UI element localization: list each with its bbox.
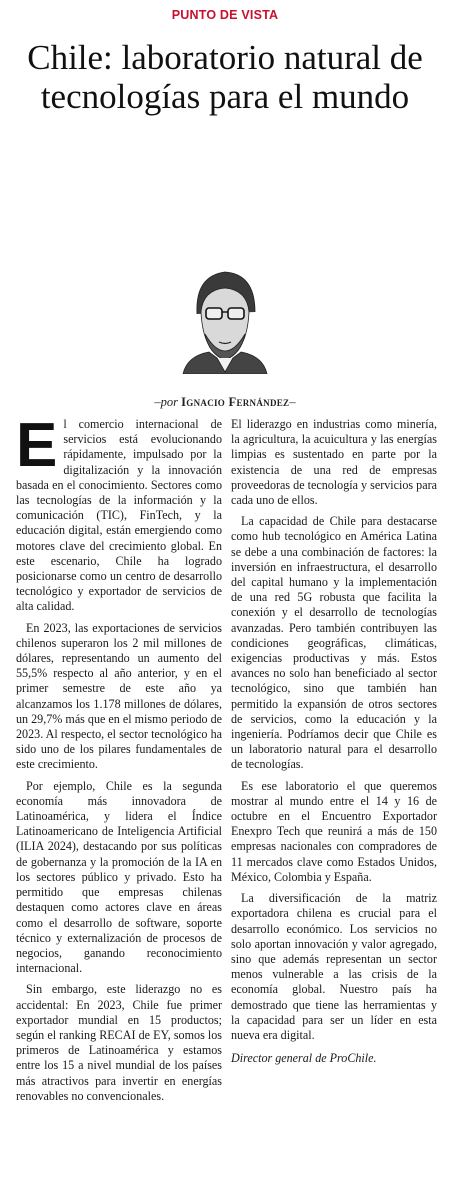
section-label: PUNTO DE VISTA — [171, 8, 279, 22]
byline-author: Ignacio Fernández — [181, 395, 290, 409]
paragraph: La diversificación de la matriz exportadora chilena es crucial para el desarrollo económico. Los servicios no solo aportan innovación y valor agregado, sino que además representan un sector menos vulnerable a las crisis de la economía global. Nuestro país ha demostrado que tiene las herramientas y la capacidad para ser un líder en esta nueva era digital. — [231, 891, 437, 1042]
article-column-left — [16, 417, 222, 1195]
byline-suffix: – — [289, 395, 296, 409]
headline: Chile: laboratorio natural de tecnologías para el mundo — [27, 38, 423, 116]
paragraph: En 2023, las exportaciones de servicios chilenos superaron los 2 mil millones de dólares, representando un aumento del 55,5% respecto al año anterior, y en el primer semestre de este año ya alcanzamos los 1.178 millones de dólares, un 29,7% más que en el mismo periodo de 2023. Al respecto, el sector tecnológico ha sido uno de los pilares fundamentales de este crecimiento. — [16, 620, 222, 772]
drop-cap: E — [16, 417, 58, 480]
byline — [0, 395, 450, 410]
article-column-right — [231, 417, 437, 1187]
paragraph: Es ese laboratorio el que queremos mostrar al mundo entre el 14 y 16 de octubre en el Encuentro Exportador Enexpro Tech que reunirá a más de 150 empresas nacionales con compradores de 11 mercados clave como Estados Unidos, México, Colombia y España. — [231, 778, 437, 884]
paragraph: La capacidad de Chile para destacarse como hub tecnológico en América Latina se debe a una combinación de factores: la inversión en infraestructura, el desarrollo del capital humano y la implementación de una red 5G robusta que facilita la conexión y el desarrollo de tecnologías avanzadas. Pero también contribuyen las condiciones geográficas, climáticas, exigencias productivas y más. Estos avances no solo han beneficiado al sector tecnológico, sino que también han permitido la expansión de otros sectores de servicios, como la educación y la ingeniería. Podríamos decir que Chile es un laboratorio natural para el desarrollo de tecnologías. — [231, 514, 437, 772]
author-signature: Director general de ProChile. — [231, 1051, 377, 1066]
paragraph: Sin embargo, este liderazgo no es accidental: En 2023, Chile fue primer exportador mundial en 15 productos; según el ranking RECAI de EY, somos los primeros de Latinoamérica y estamos entre los 15 a nivel mundial de los países más atractivos para invertir en energías renovables no convencionales. — [16, 982, 222, 1103]
paragraph: El liderazgo en industrias como minería, la agricultura, la acuicultura y las energías limpias es sustentado en parte por la existencia de una red de empresas proveedoras de tecnología y servicios para cada uno de ellos. — [231, 417, 437, 508]
paragraph: El comercio internacional de servicios está evolucionando rápidamente, impulsado por la digitalización y la innovación basada en el conocimiento. Sectores como las tecnologías de la información y la comunicación (TIC), FinTech, y la educación digital, están emergiendo como motores clave del crecimiento global. En este escenario, Chile ha logrado posicionarse como un centro de desarrollo tecnológico y exportador de servicios de alta calidad. — [16, 417, 222, 614]
paragraph: Por ejemplo, Chile es la segunda economía más innovadora de Latinoamérica, y lidera el Índice Latinoamericano de Inteligencia Artificial (ILIA 2024), destacando por sus políticas de gobernanza y la promoción de la IA en los sectores público y privado. Esto ha permitido que empresas chilenas destaquen como actores clave en áreas como el desarrollo de software, soporte técnico y externalización de procesos de negocios, ganando reconocimiento internacional. — [16, 778, 222, 976]
author-portrait — [175, 256, 275, 374]
byline-prefix: –por — [154, 395, 178, 409]
